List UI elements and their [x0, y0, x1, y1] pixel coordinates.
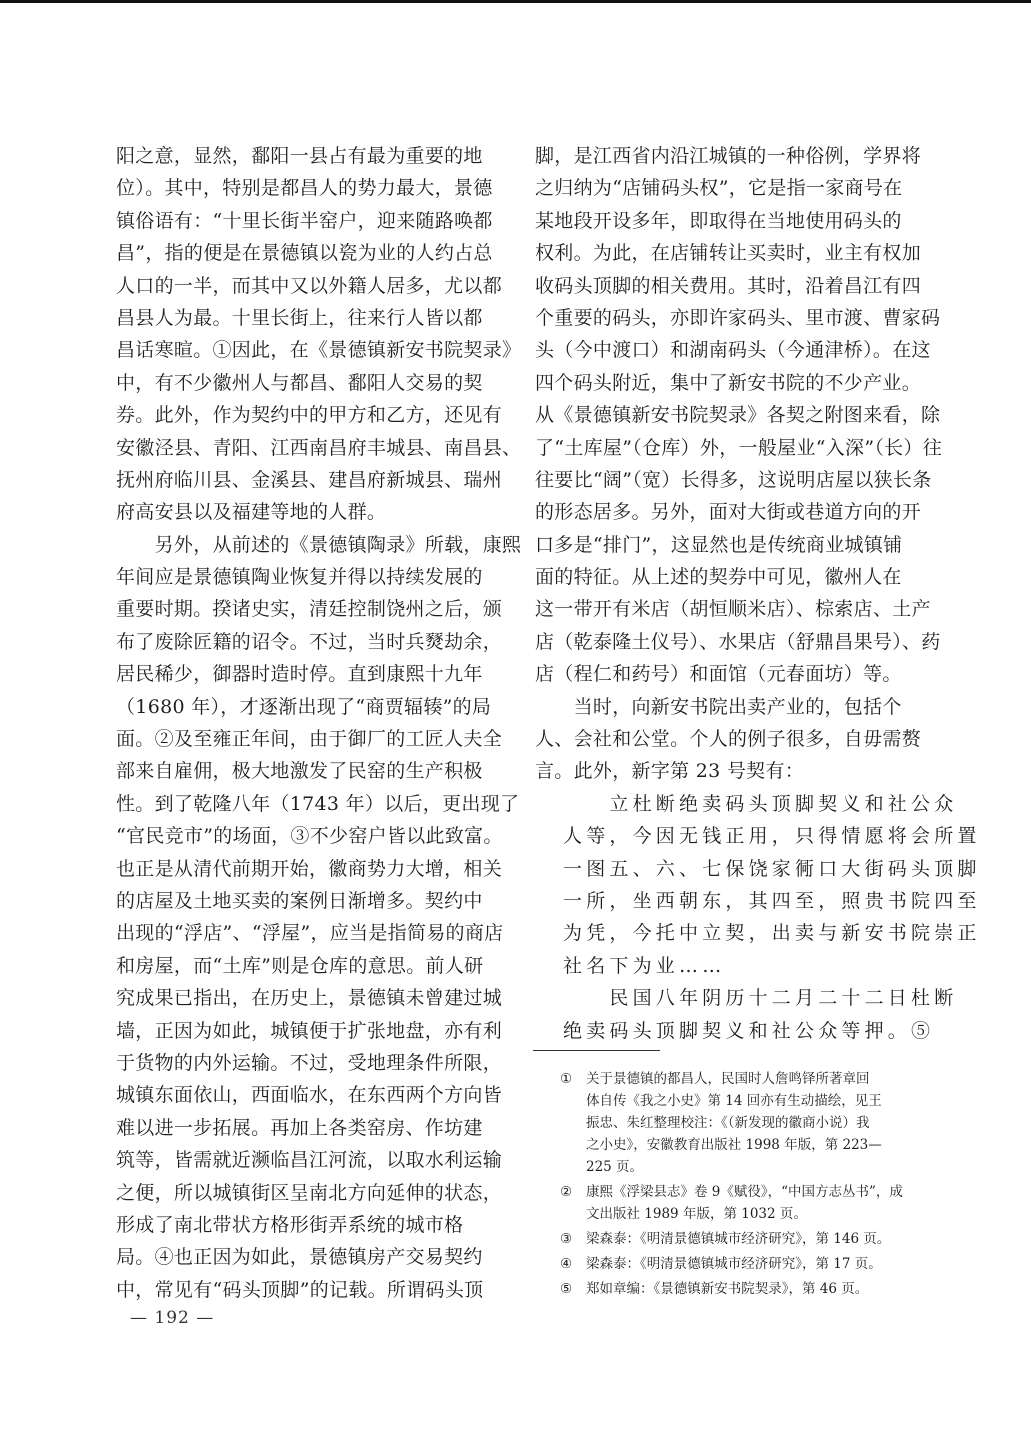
footnote-text-line: 关于景德镇的都昌人，民国时人詹鸣铎所著章回 [586, 1071, 870, 1087]
footnote-text-line: 康熙《浮梁县志》卷 9《赋役》，“中国方志丛书”，成 [586, 1184, 903, 1200]
body-text-line: 之便，所以城镇街区呈南北方向延伸的状态， [116, 1181, 503, 1204]
body-text-line: 镇俗语有：“十里长街半窑户，迎来随路唤都 [116, 209, 493, 232]
page-number: — 192 — [130, 1308, 215, 1328]
body-text-line: 权利。为此，在店铺转让买卖时，业主有权加 [535, 242, 922, 265]
body-text-line: 府高安县以及福建等地的人群。 [116, 501, 387, 524]
body-text-line: 店（程仁和药号）和面馆（元春面坊）等。 [535, 663, 902, 686]
footnote-number: ② [560, 1184, 573, 1200]
body-text-line: 抚州府临川县、金溪县、建昌府新城县、瑞州 [116, 468, 503, 491]
body-text-line: 部来自雇佣，极大地激发了民窑的生产积极 [116, 760, 483, 783]
body-text-line: 头（今中渡口）和湖南码头（今通津桥）。在这 [535, 339, 931, 362]
body-text-line: 昌话寒暄。①因此，在《景德镇新安书院契录》 [116, 339, 522, 362]
body-text-line: 阳之意，显然，鄱阳一县占有最为重要的地 [116, 145, 483, 167]
body-text-line: 人、会社和公堂。个人的例子很多，自毋需赘 [535, 728, 922, 751]
footnote-number: ④ [560, 1256, 573, 1272]
body-text-line: 之归纳为“店铺码头权”，它是指一家商号在 [535, 177, 903, 200]
body-text-line: 人口的一半，而其中又以外籍人居多，尤以都 [116, 274, 503, 297]
body-text-line: 布了废除匠籍的诏令。不过，当时兵燹劫余， [116, 630, 503, 653]
quote-text-line: 民国八年阴历十二月二十二日杜断 [563, 987, 958, 1010]
footnote-number: ⑤ [560, 1281, 573, 1297]
body-text-line: 和房屋，而“土库”则是仓库的意思。前人研 [116, 954, 484, 977]
quote-text-line: 绝卖码头顶脚契义和社公众等押。⑤ [563, 1019, 935, 1042]
quote-text-line: 人等，今因无钱正用，只得情愿将会所置 [563, 825, 981, 848]
footnote-number: ① [560, 1071, 573, 1087]
body-text-line: 面的特征。从上述的契券中可见，徽州人在 [535, 566, 902, 589]
body-text-line: 言。此外，新字第 23 号契有： [535, 760, 805, 783]
right-column [535, 140, 981, 1047]
body-text-line: 从《景德镇新安书院契录》各契之附图来看，除 [535, 404, 941, 427]
body-text-line: 出现的“浮店”、“浮屋”，应当是指简易的商店 [116, 922, 504, 945]
body-text-line: 当时，向新安书院出卖产业的，包括个 [535, 695, 902, 718]
body-text-line: 昌”，指的便是在景德镇以瓷为业的人约占总 [116, 242, 493, 265]
body-text-line: 另外，从前述的《景德镇陶录》所载，康熙 [116, 533, 522, 556]
body-text-line: 的形态居多。另外，面对大街或巷道方向的开 [535, 501, 922, 524]
body-text-line: 局。④也正因为如此，景德镇房产交易契约 [116, 1246, 483, 1269]
quote-text-line: 一图五、六、七保饶家衕口大街码头顶脚 [563, 857, 981, 880]
footnote-number: ③ [560, 1231, 573, 1247]
body-text-line: 年间应是景德镇陶业恢复并得以持续发展的 [116, 566, 483, 589]
body-text-line: 的店屋及土地买卖的案例日渐增多。契约中 [116, 889, 483, 912]
body-text-line: 重要时期。揆诸史实，清廷控制饶州之后，颁 [116, 598, 503, 621]
body-text-line: 城镇东面依山，西面临水，在东西两个方向皆 [116, 1084, 503, 1107]
body-text-line: 收码头顶脚的相关费用。其时，沿着昌江有四 [535, 274, 922, 297]
body-text-line: 难以进一步拓展。再加上各类窑房、作坊建 [116, 1116, 483, 1139]
body-text-line: 往要比“阔”（宽）长得多，这说明店屋以狭长条 [535, 468, 932, 491]
body-text-line: 筑等，皆需就近濒临昌江河流，以取水利运输 [116, 1149, 503, 1172]
footnote-text-line: 振忠、朱红整理校注：《（新发现的徽商小说）我 [586, 1115, 870, 1131]
top-border-rule [0, 0, 1031, 3]
body-text-line: （1680 年），才逐渐出现了“商贾辐辏”的局 [116, 695, 492, 718]
body-text-line: 四个码头附近，集中了新安书院的不少产业。 [535, 371, 922, 394]
body-text-line: 形成了南北带状方格形街弄系统的城市格 [116, 1213, 464, 1236]
quote-text-line: 一所，坐西朝东，其四至，照贵书院四至 [563, 889, 981, 912]
footnote [560, 1253, 920, 1275]
body-text-line: “官民竞市”的场面，③不少窑户皆以此致富。 [116, 825, 503, 848]
body-text-line: 这一带开有米店（胡恒顺米店）、棕索店、土产 [535, 598, 931, 621]
footnote-text-line: 之小史》，安徽教育出版社 1998 年版，第 223— [586, 1137, 882, 1153]
body-text-line: 性。到了乾隆八年（1743 年）以后，更出现了 [116, 792, 520, 815]
footnote-text-line: 体自传《我之小史》第 14 回亦有生动描绘，见王 [586, 1093, 882, 1109]
body-text-line: 某地段开设多年，即取得在当地使用码头的 [535, 209, 902, 232]
body-text-line: 昌县人为最。十里长街上，往来行人皆以都 [116, 306, 483, 329]
footnote-separator [533, 1050, 660, 1051]
body-text-line: 脚，是江西省内沿江城镇的一种俗例，学界将 [535, 145, 922, 167]
body-text-line: 口多是“排门”，这显然也是传统商业城镇铺 [535, 533, 903, 556]
body-text-line: 中，常见有“码头顶脚”的记载。所谓码头顶 [116, 1278, 484, 1301]
body-text-line: 券。此外，作为契约中的甲方和乙方，还见有 [116, 404, 503, 427]
footnote [560, 1181, 920, 1225]
left-column [116, 140, 522, 1306]
footnote-text-line: 225 页。 [586, 1159, 644, 1175]
footnotes [560, 1068, 920, 1303]
body-text-line: 墙，正因为如此，城镇便于扩张地盘，亦有利 [116, 1019, 503, 1042]
footnote [560, 1278, 920, 1300]
body-text-line: 居民稀少，御器时造时停。直到康熙十九年 [116, 663, 483, 686]
body-text-line: 究成果已指出，在历史上，景德镇未曾建过城 [116, 987, 503, 1010]
body-text-line: 安徽泾县、青阳、江西南昌府丰城县、南昌县、 [116, 436, 522, 459]
footnote-text-line: 文出版社 1989 年版，第 1032 页。 [586, 1206, 807, 1222]
body-text-line: 店（乾泰隆土仪号）、水果店（舒鼎昌果号）、药 [535, 630, 941, 653]
body-text-line: 也正是从清代前期开始，徽商势力大增，相关 [116, 857, 503, 880]
quote-text-line: 立杜断绝卖码头顶脚契义和社公众 [563, 792, 958, 815]
body-text-line: 中，有不少徽州人与都昌、鄱阳人交易的契 [116, 371, 483, 394]
body-text-line: 于货物的内外运输。不过，受地理条件所限， [116, 1051, 503, 1074]
footnote [560, 1228, 920, 1250]
quote-text-line: 为凭，今托中立契，出卖与新安书院崇正 [563, 922, 981, 945]
footnote-text-line: 梁森泰：《明清景德镇城市经济研究》，第 17 页。 [586, 1256, 882, 1272]
footnote-text-line: 郑如章编：《景德镇新安书院契录》，第 46 页。 [586, 1281, 869, 1297]
body-text-line: 位）。其中，特别是都昌人的势力最大，景德 [116, 177, 493, 200]
contract-quotation [535, 788, 981, 1047]
quote-text-line: 社名下为业…… [563, 954, 726, 977]
footnote [560, 1068, 920, 1178]
footnote-text-line: 梁森泰：《明清景德镇城市经济研究》，第 146 页。 [586, 1231, 891, 1247]
right-column-body [535, 140, 943, 788]
body-text-line: 了“土库屋”（仓库）外，一般屋业“入深”（长）往 [535, 436, 943, 459]
body-text-line: 个重要的码头，亦即许家码头、里市渡、曹家码 [535, 306, 941, 329]
body-text-line: 面。②及至雍正年间，由于御厂的工匠人夫全 [116, 728, 503, 751]
